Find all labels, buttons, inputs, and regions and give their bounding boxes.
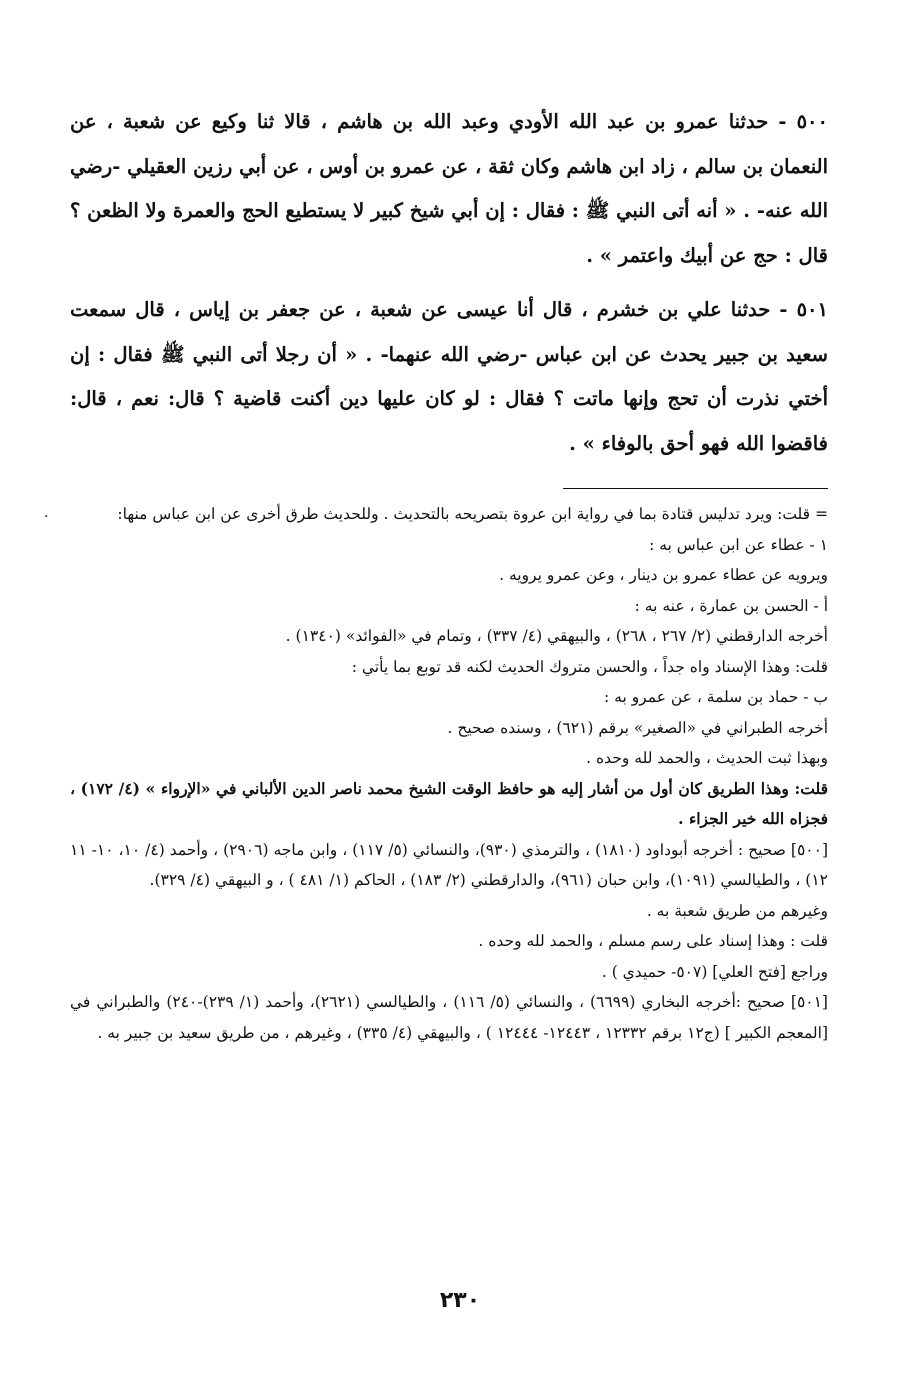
footnote-line: أخرجه الدارقطني (٢/ ٢٦٧ ، ٢٦٨) ، والبيهقي (٤/ ٣٣٧) ، وتمام في «الفوائد» (١٣٤٠) . [285,627,828,645]
footnote-line: ب - حماد بن سلمة ، عن عمرو به : [604,688,828,706]
page-number: ٢٣٠ [439,1288,481,1313]
footnote-line: = قلت: ويرد تدليس قتادة بما في رواية ابن عروة بتصريحه بالتحديث . وللحديث طرق أخرى عن ابن عباس منها: [117,505,828,523]
main-text [70,100,828,466]
takhrij-501: [٥٠١] صحيح :أخرجه البخاري (٦٦٩٩) ، والنسائي (٥/ ١١٦) ، والطيالسي (٢٦٢١)، وأحمد (١/ ٢٣٩)-٢٤٠) والطبراني في [المعجم الكبير ] (ج١٢ برقم ١٢٣٣٢ ، ١٢٤٤٣- ١٢٤٤٤ ) ، والبيهقي (٤/ ٣٣٥) ، وغيرهم ، من طريق سعيد بن جبير به . [70,993,828,1042]
footnote-line: قلت: وهذا الطريق كان أول من أشار إليه هو حافظ الوقت الشيخ محمد ناصر الدين الألباني في «الإرواء » (٤/ ١٧٢) ، فجزاه الله خير الجزاء . [70,778,828,828]
takhrij-500: [٥٠٠] صحيح : أخرجه أبوداود (١٨١٠) ، والترمذي (٩٣٠)، والنسائي (٥/ ١١٧) ، وابن ماجه (٢٩٠٦) ، وأحمد (٤/ ١٠، ١٠- ١١ ١٢) ، والطيالسي (١٠٩١)، وابن حبان (٩٦١)، والدارقطني (٢/ ١٨٣) ، الحاكم (١/ ٤٨١ ) ، و البيهقي (٤/ ٣٢٩). [70,840,828,889]
footnote-line: وغيرهم من طريق شعبة به . [646,901,828,920]
footnote-line: ١ - عطاء عن ابن عباس به : [649,535,828,554]
footnote-line: وبهذا ثبت الحديث ، والحمد لله وحده . [586,749,828,767]
footnote-divider [563,488,828,489]
footnote-line: ويرويه عن عطاء عمرو بن دينار ، وعن عمرو يرويه . [499,566,828,584]
footnotes [70,499,828,1048]
page-body [70,100,828,1048]
page-mark: . [44,505,49,521]
footnote-line: قلت: وهذا الإسناد واه جداً ، والحسن متروك الحديث لكنه قد توبع بما يأتي : [351,657,828,676]
footnote-line: أ - الحسن بن عمارة ، عنه به : [634,596,828,615]
hadith-501: ٥٠١ - حدثنا علي بن خشرم ، قال أنا عيسى عن شعبة ، عن جعفر بن إياس ، قال سمعت سعيد بن جبير يحدث عن ابن عباس -رضي الله عنهما- . « أن رجلا أتى النبي ﷺ فقال : إن أختي نذرت أن تحج وإنها ماتت ؟ فقال : لو كان عليها دين أكنت قاضية ؟ قال: نعم ، قال: فاقضوا الله فهو أحق بالوفاء » . [70,298,828,455]
hadith-500: ٥٠٠ - حدثنا عمرو بن عبد الله الأودي وعبد الله بن هاشم ، قالا ثنا وكيع عن شعبة ، عن النعمان بن سالم ، زاد ابن هاشم وكان ثقة ، عن عمرو بن أوس ، عن أبي رزين العقيلي -رضي الله عنه- . « أنه أتى النبي ﷺ : فقال : إن أبي شيخ كبير لا يستطيع الحج والعمرة ولا الظعن ؟ قال : حج عن أبيك واعتمر » . [70,110,828,267]
footnote-line: وراجع [فتح العلي] (٥٠٧- حميدي ) . [601,962,828,981]
footnote-line: قلت : وهذا إسناد على رسم مسلم ، والحمد لله وحده . [478,932,828,950]
footnote-line: أخرجه الطبراني في «الصغير» برقم (٦٢١) ، وسنده صحيح . [447,718,828,737]
